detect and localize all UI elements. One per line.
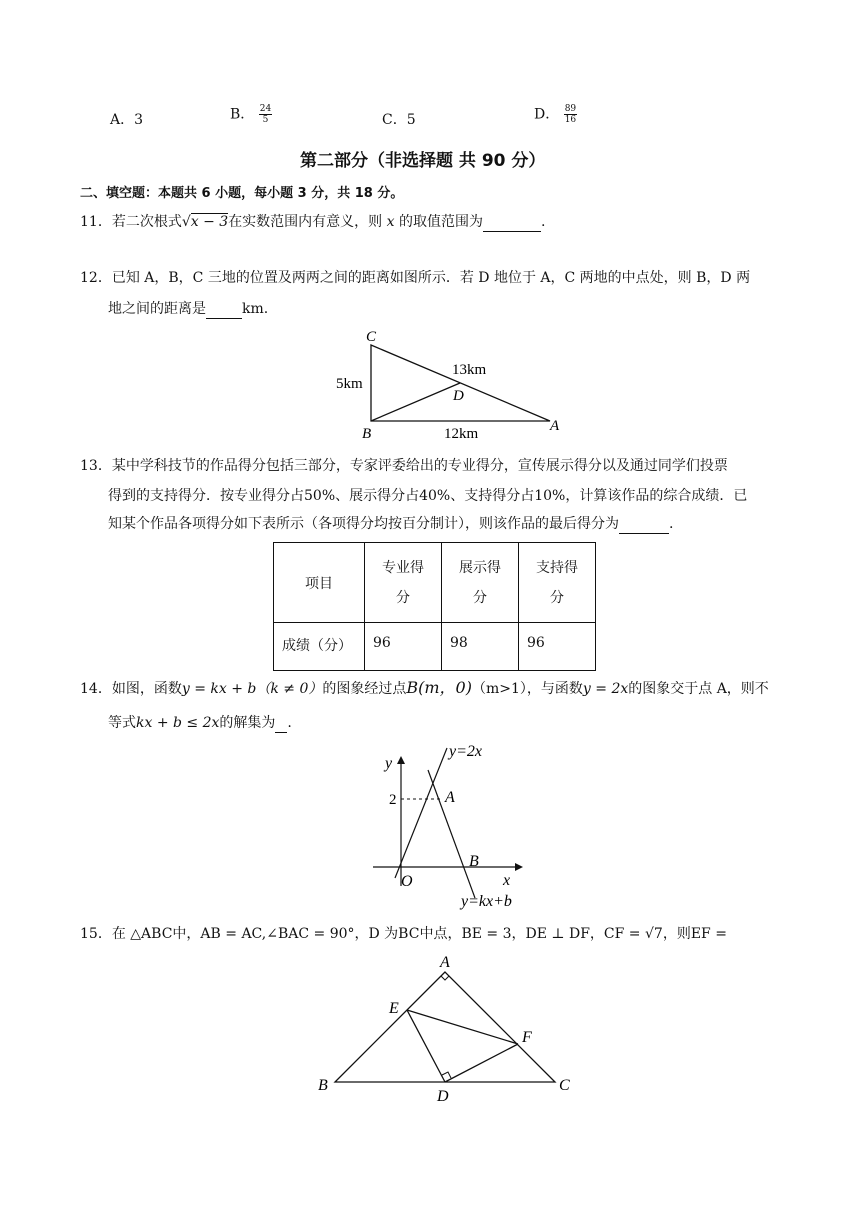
line-y-2x: [395, 748, 447, 878]
q13-line3-b: .: [669, 516, 674, 532]
q13-number: 13．: [80, 458, 112, 474]
label-ba-length: 12km: [444, 426, 479, 442]
option-d-numerator: 89: [564, 104, 577, 114]
label-bc-length: 5km: [336, 376, 363, 392]
part-title: 第二部分（非选择题 共 90 分）: [300, 151, 546, 171]
label-c: C: [366, 329, 377, 345]
question-11: [80, 212, 545, 232]
label-y: y: [385, 755, 393, 772]
option-b-fraction: [259, 104, 272, 125]
q12-line2: [108, 299, 268, 319]
label-a: A: [550, 418, 560, 434]
label-line-kxb: y=kx+b: [461, 893, 512, 910]
q11-number: 11．: [80, 214, 112, 230]
header-support-l1: 支持得: [536, 559, 578, 576]
q12-line1-text: 已知 A，B，C 三地的位置及两两之间的距离如图所示．若 D 地位于 A，C 两地的中点处，则 B，D 两: [111, 270, 751, 286]
q14-line2-a: 等式: [108, 715, 136, 731]
label-b-15: B: [318, 1077, 328, 1094]
q11-end: .: [541, 214, 546, 230]
right-angle-mark-d: [442, 1072, 451, 1078]
label-line-2x: y=2x: [449, 743, 482, 760]
q14-line1-b: 的图象经过点: [322, 681, 407, 697]
option-d: [534, 104, 577, 125]
label-two: 2: [389, 792, 397, 808]
q14-number: 14．: [80, 681, 112, 697]
option-d-denominator: 16: [564, 115, 577, 125]
label-b: B: [362, 426, 372, 442]
q12-line1: [80, 268, 750, 288]
q14-line1: [80, 678, 769, 699]
q13-line1: [80, 456, 728, 476]
header-support-l2: 分: [550, 589, 564, 606]
q12-line2-b: km.: [242, 301, 269, 317]
q13-line2: 得到的支持得分．按专业得分占50%、展示得分占40%、支持得分占10%，计算该作品的综合成绩．已: [108, 488, 748, 504]
q14-graph-figure: [365, 738, 545, 913]
option-b-numerator: 24: [259, 104, 272, 114]
row-label: 成绩（分）: [274, 623, 365, 671]
q12-answer-blank[interactable]: [206, 304, 242, 319]
q13-line3-a: 知某个作品各项得分如下表所示（各项得分均按百分制计），则该作品的最后得分为: [108, 516, 619, 532]
header-professional-l1: 专业得: [382, 559, 424, 576]
q14-line2-end: .: [287, 715, 292, 731]
header-professional: [365, 543, 442, 623]
q15-triangle-figure: [310, 950, 580, 1105]
question-15: [80, 924, 727, 944]
q14-inequality: kx + b ≤ 2x: [136, 715, 220, 731]
q14-line1-d: 的图象交于点 A，则不: [628, 681, 769, 697]
header-display-l1: 展示得: [459, 559, 501, 576]
option-b-denominator: 5: [262, 115, 269, 125]
q11-answer-blank[interactable]: [483, 217, 541, 232]
x-axis-arrow: [515, 863, 523, 871]
label-e-15: E: [389, 1000, 399, 1017]
score-support: 96: [519, 623, 596, 671]
header-item: 项目: [274, 543, 365, 623]
q11-text-c: 的取值范围为: [399, 214, 483, 230]
label-f-15: F: [522, 1029, 532, 1046]
option-d-prefix: D．: [534, 106, 560, 123]
option-d-fraction: [564, 104, 577, 125]
q11-sqrt: √x − 3: [181, 214, 229, 230]
option-c: C．5: [382, 112, 416, 128]
score-professional: 96: [365, 623, 442, 671]
segment-ef: [407, 1010, 518, 1044]
score-table: [273, 542, 596, 671]
q11-text-b: 在实数范围内有意义，则: [228, 214, 383, 230]
q13-line1-text: 某中学科技节的作品得分包括三部分，专家评委给出的专业得分，宣传展示得分以及通过同学们投票: [111, 458, 728, 474]
score-display: 98: [442, 623, 519, 671]
label-origin: O: [401, 873, 413, 890]
q14-eq: y = kx + b（k ≠ 0）: [181, 681, 323, 697]
label-a-15: A: [440, 954, 450, 971]
option-b-prefix: B．: [230, 106, 255, 123]
label-d-15: D: [437, 1088, 449, 1105]
label-point-a: A: [445, 789, 455, 806]
q14-line2-b: 的解集为: [219, 715, 276, 731]
q15-number: 15．: [80, 926, 112, 942]
label-point-b: B: [469, 853, 479, 870]
q14-line1-c: （m>1），与函数: [471, 681, 583, 697]
q14-line2: [108, 713, 292, 733]
q14-line1-a: 如图，函数: [111, 681, 182, 697]
q12-line2-a: 地之间的距离是: [108, 301, 206, 317]
score-table-row: [274, 623, 596, 671]
q12-number: 12．: [80, 270, 112, 286]
header-support: [519, 543, 596, 623]
right-angle-mark-a: [441, 976, 449, 980]
q14-eq2: y = 2x: [582, 681, 629, 697]
label-c-15: C: [559, 1077, 570, 1094]
q11-radicand: x − 3: [190, 214, 229, 230]
segment-bd: [371, 383, 460, 421]
q15-text: 在 △ABC中，AB = AC,∠BAC = 90°，D 为BC中点，BE = 3，DE ⊥ DF，CF = √7，则EF =: [111, 926, 727, 942]
segment-ed: [407, 1010, 445, 1082]
score-table-header-row: [274, 543, 596, 623]
header-display-l2: 分: [473, 589, 487, 606]
q14-answer-blank[interactable]: [275, 718, 287, 733]
q13-answer-blank[interactable]: [619, 519, 669, 534]
q11-text-a: 若二次根式: [111, 214, 182, 230]
segment-df: [445, 1044, 518, 1082]
q14-point: B(m，0): [406, 678, 472, 697]
q11-var: x: [386, 214, 395, 230]
label-d: D: [453, 388, 464, 404]
label-ca-length: 13km: [452, 362, 487, 378]
option-b: [230, 104, 272, 125]
q12-triangle-figure: [330, 325, 570, 445]
q13-line3: [108, 514, 673, 534]
y-axis-arrow: [397, 756, 405, 764]
header-professional-l2: 分: [396, 589, 410, 606]
header-display: [442, 543, 519, 623]
triangle-abc-15: [335, 972, 555, 1082]
option-a: A．3: [110, 112, 144, 128]
section-title: 二、填空题：本题共 6 小题，每小题 3 分，共 18 分。: [80, 186, 404, 201]
label-x: x: [503, 872, 511, 889]
